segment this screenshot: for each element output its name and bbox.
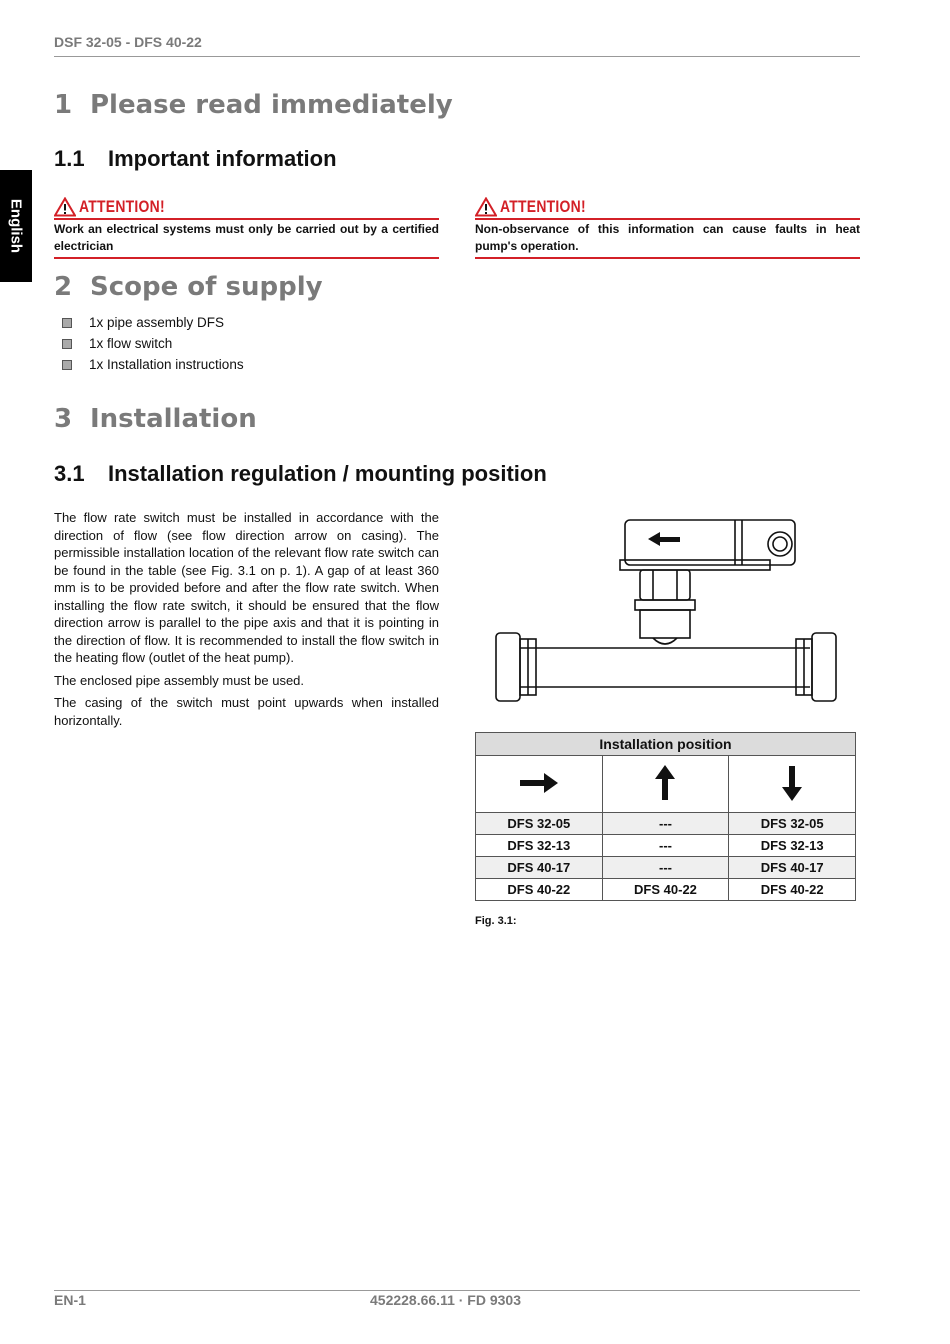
- column-icon-vertical-down: [729, 756, 856, 813]
- attention-text: Work an electrical systems must only be carried out by a certified electrician: [54, 220, 439, 259]
- table-cell: DFS 40-22: [476, 879, 603, 901]
- list-item: [54, 333, 244, 354]
- section-number: 2: [54, 272, 73, 302]
- warning-triangle-icon: [54, 197, 76, 217]
- list-item-text: 1x pipe assembly DFS: [89, 315, 225, 330]
- section-number: 3: [54, 404, 73, 434]
- arrow-down-icon: [780, 764, 804, 802]
- section-3-1-heading: [54, 461, 547, 487]
- paragraph: The casing of the switch must point upwards when installed horizontally.: [54, 695, 439, 728]
- section-title: Please read immediately: [90, 90, 453, 120]
- column-icon-vertical-up: [602, 756, 729, 813]
- document-number: 452228.66.11 · FD 9303: [370, 1292, 522, 1308]
- table-cell: DFS 40-22: [729, 879, 856, 901]
- table-row: [476, 835, 856, 857]
- paragraph: The enclosed pipe assembly must be used.: [54, 672, 305, 688]
- attention-box-operation: [475, 196, 860, 259]
- table-row: [476, 879, 856, 901]
- table-cell: DFS 32-13: [729, 835, 856, 857]
- attention-title: ATTENTION!: [500, 197, 586, 216]
- document-header: DSF 32-05 - DFS 40-22: [54, 34, 202, 50]
- footer-divider: [54, 1290, 860, 1291]
- table-cell: DFS 40-22: [602, 879, 729, 901]
- square-bullet-icon: [62, 339, 72, 349]
- installation-text: [54, 509, 439, 734]
- table-cell: DFS 32-13: [476, 835, 603, 857]
- section-1-1-heading: [54, 146, 337, 172]
- arrow-up-icon: [653, 764, 677, 802]
- list-item-text: 1x Installation instructions: [89, 357, 244, 372]
- column-icon-horizontal: [476, 756, 603, 813]
- language-tab: [0, 170, 32, 282]
- installation-position-table: [475, 732, 856, 901]
- section-title: Important information: [108, 146, 337, 171]
- table-row: [476, 813, 856, 835]
- arrow-right-icon: [518, 771, 560, 795]
- attention-text: Non-observance of this information can cause faults in heat pump's operation.: [475, 220, 860, 259]
- list-item: [54, 354, 244, 375]
- page-number: EN-1: [54, 1292, 86, 1308]
- table-cell: ---: [602, 857, 729, 879]
- flow-switch-diagram: [490, 515, 840, 707]
- section-number: 3.1: [54, 461, 85, 486]
- table-cell: DFS 32-05: [729, 813, 856, 835]
- table-cell: DFS 40-17: [729, 857, 856, 879]
- list-item: [54, 312, 244, 333]
- table-cell: DFS 40-17: [476, 857, 603, 879]
- attention-title: ATTENTION!: [79, 197, 165, 216]
- header-divider: [54, 56, 860, 57]
- section-2-heading: [54, 272, 323, 302]
- attention-header: [54, 196, 439, 220]
- table-cell: DFS 32-05: [476, 813, 603, 835]
- section-1-heading: [54, 90, 453, 120]
- attention-box-electrical: [54, 196, 439, 259]
- table-cell: ---: [602, 835, 729, 857]
- scope-of-supply-list: [54, 312, 244, 375]
- section-number: 1: [54, 90, 73, 120]
- paragraph: The flow rate switch must be installed in accordance with the direction of flow (see flow direction arrow on casing). The permissible installation location of the relevant flow rate switch can be found in the table (see Fig. 3.1 on p. 1). A gap of at least 360 mm is to be provided before and after the flow rate switch. When installing the flow rate switch, it should be ensured that the flow direction arrow is parallel to the pipe axis and that it is pointing in the direction of flow. It is recommended to install the flow switch in the heating flow (outlet of the heat pump).: [54, 510, 439, 665]
- square-bullet-icon: [62, 318, 72, 328]
- list-item-text: 1x flow switch: [89, 336, 173, 351]
- table-row: [476, 857, 856, 879]
- section-number: 1.1: [54, 146, 85, 171]
- section-title: Installation: [90, 404, 257, 434]
- section-title: Scope of supply: [90, 272, 323, 302]
- table-cell: ---: [602, 813, 729, 835]
- language-tab-label: English: [7, 198, 25, 254]
- table-header: Installation position: [476, 733, 856, 756]
- warning-triangle-icon: [475, 197, 497, 217]
- square-bullet-icon: [62, 360, 72, 370]
- attention-header: [475, 196, 860, 220]
- figure-caption: Fig. 3.1:: [475, 915, 517, 927]
- section-3-heading: [54, 404, 257, 434]
- section-title: Installation regulation / mounting position: [108, 461, 547, 486]
